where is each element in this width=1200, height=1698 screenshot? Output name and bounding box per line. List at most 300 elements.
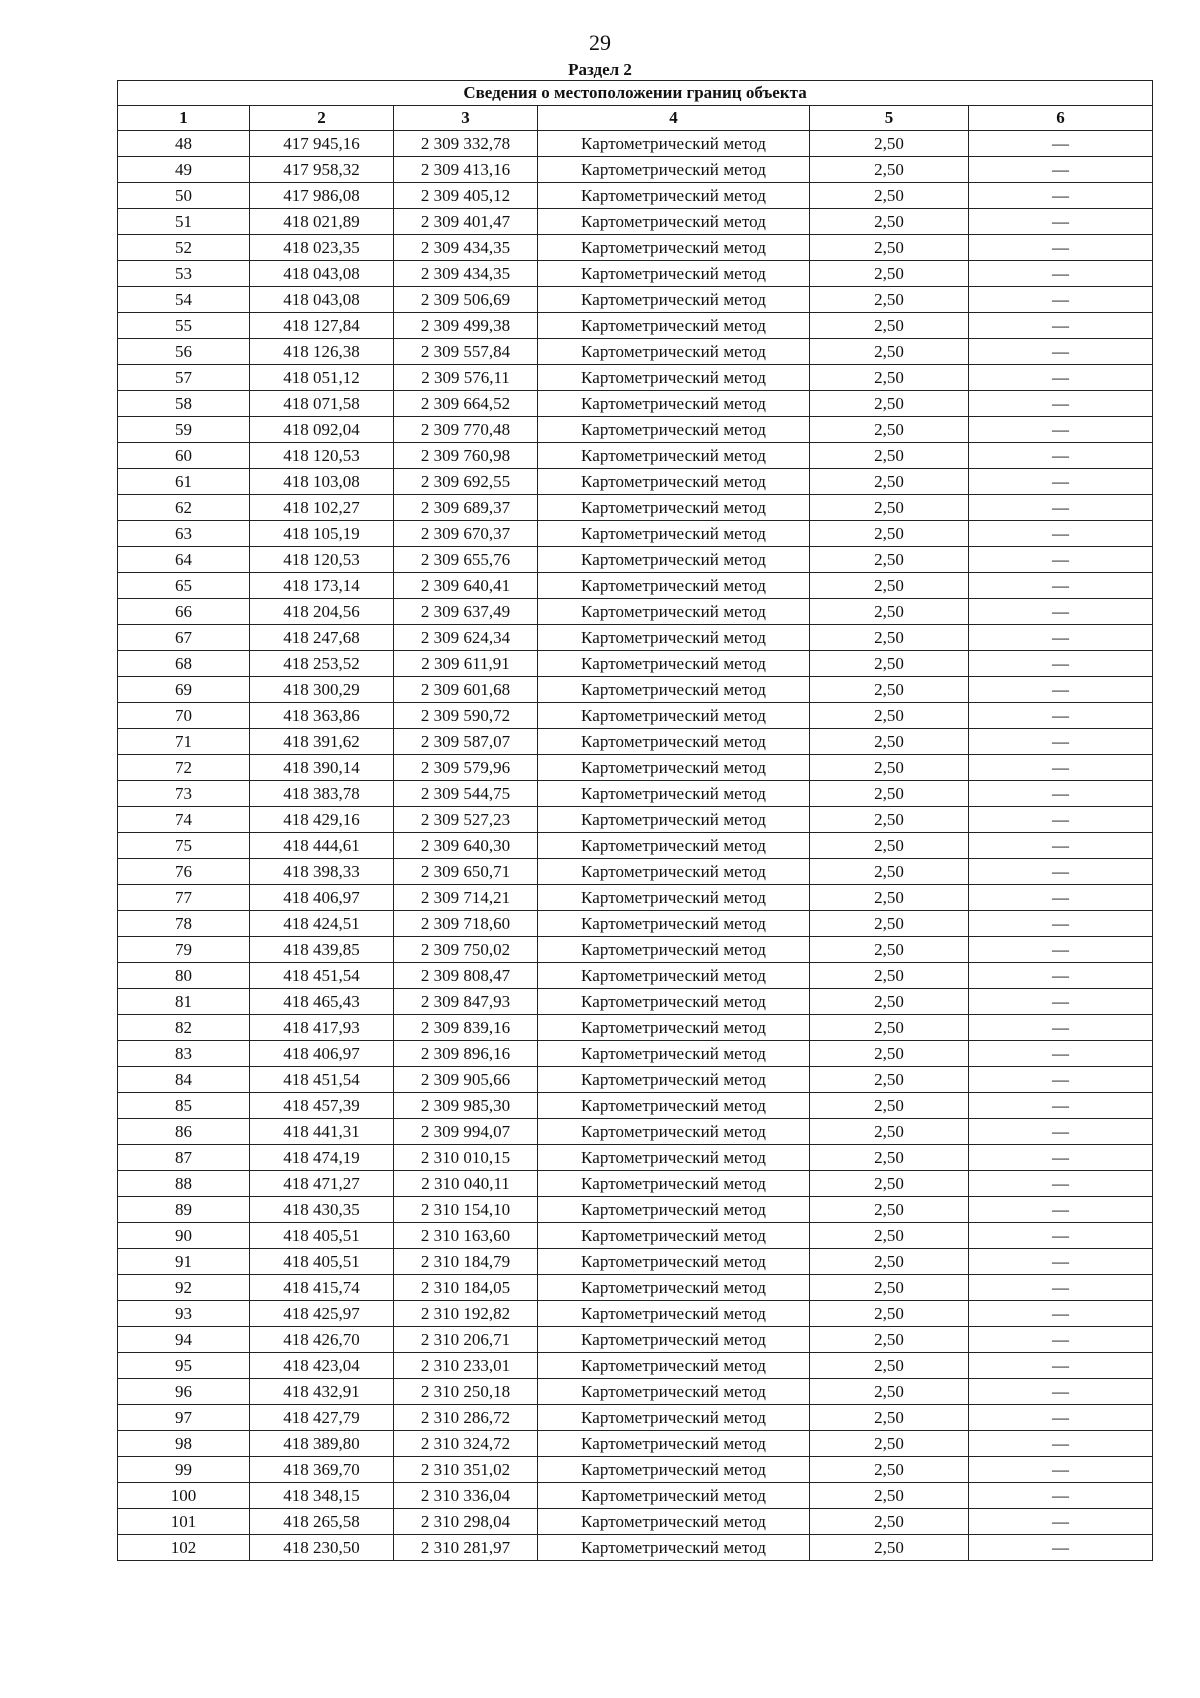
method-cell: Картометрический метод: [538, 1301, 810, 1327]
description-cell: —: [969, 521, 1153, 547]
description-cell: —: [969, 469, 1153, 495]
accuracy-cell: 2,50: [810, 599, 969, 625]
method-cell: Картометрический метод: [538, 781, 810, 807]
point-number-cell: 79: [118, 937, 250, 963]
point-number-cell: 95: [118, 1353, 250, 1379]
table-row: [118, 1197, 1153, 1223]
method-cell: Картометрический метод: [538, 339, 810, 365]
point-number-cell: 68: [118, 651, 250, 677]
accuracy-cell: 2,50: [810, 495, 969, 521]
table-row: [118, 1067, 1153, 1093]
accuracy-cell: 2,50: [810, 1353, 969, 1379]
method-cell: Картометрический метод: [538, 599, 810, 625]
y-coordinate-cell: 2 309 664,52: [394, 391, 538, 417]
accuracy-cell: 2,50: [810, 729, 969, 755]
method-cell: Картометрический метод: [538, 1379, 810, 1405]
y-coordinate-cell: 2 309 506,69: [394, 287, 538, 313]
table-row: [118, 963, 1153, 989]
table-row: [118, 469, 1153, 495]
accuracy-cell: 2,50: [810, 1015, 969, 1041]
x-coordinate-cell: 418 430,35: [250, 1197, 394, 1223]
x-coordinate-cell: 418 391,62: [250, 729, 394, 755]
boundary-coordinates-table: [117, 80, 1153, 1561]
accuracy-cell: 2,50: [810, 1483, 969, 1509]
description-cell: —: [969, 365, 1153, 391]
page-number: 29: [589, 30, 611, 55]
description-cell: —: [969, 885, 1153, 911]
accuracy-cell: 2,50: [810, 287, 969, 313]
y-coordinate-cell: 2 309 689,37: [394, 495, 538, 521]
table-row: [118, 1405, 1153, 1431]
table-body: [118, 131, 1153, 1561]
column-header-6: 6: [969, 106, 1153, 131]
table-row: [118, 521, 1153, 547]
accuracy-cell: 2,50: [810, 781, 969, 807]
x-coordinate-cell: 418 406,97: [250, 1041, 394, 1067]
accuracy-cell: 2,50: [810, 807, 969, 833]
accuracy-cell: 2,50: [810, 209, 969, 235]
method-cell: Картометрический метод: [538, 1145, 810, 1171]
x-coordinate-cell: 418 429,16: [250, 807, 394, 833]
x-coordinate-cell: 418 424,51: [250, 911, 394, 937]
description-cell: —: [969, 183, 1153, 209]
accuracy-cell: 2,50: [810, 937, 969, 963]
table-row: [118, 1119, 1153, 1145]
method-cell: Картометрический метод: [538, 131, 810, 157]
x-coordinate-cell: 418 300,29: [250, 677, 394, 703]
point-number-cell: 69: [118, 677, 250, 703]
y-coordinate-cell: 2 309 905,66: [394, 1067, 538, 1093]
y-coordinate-cell: 2 309 611,91: [394, 651, 538, 677]
method-cell: Картометрический метод: [538, 365, 810, 391]
table-row: [118, 1431, 1153, 1457]
accuracy-cell: 2,50: [810, 1067, 969, 1093]
x-coordinate-cell: 418 204,56: [250, 599, 394, 625]
x-coordinate-cell: 418 253,52: [250, 651, 394, 677]
table-row: [118, 183, 1153, 209]
point-number-cell: 100: [118, 1483, 250, 1509]
table-row: [118, 261, 1153, 287]
method-cell: Картометрический метод: [538, 157, 810, 183]
y-coordinate-cell: 2 309 994,07: [394, 1119, 538, 1145]
description-cell: —: [969, 989, 1153, 1015]
point-number-cell: 91: [118, 1249, 250, 1275]
accuracy-cell: 2,50: [810, 1405, 969, 1431]
x-coordinate-cell: 418 126,38: [250, 339, 394, 365]
table-row: [118, 313, 1153, 339]
table-row: [118, 703, 1153, 729]
y-coordinate-cell: 2 310 184,79: [394, 1249, 538, 1275]
x-coordinate-cell: 418 474,19: [250, 1145, 394, 1171]
x-coordinate-cell: 418 043,08: [250, 287, 394, 313]
method-cell: Картометрический метод: [538, 1093, 810, 1119]
y-coordinate-cell: 2 310 233,01: [394, 1353, 538, 1379]
accuracy-cell: 2,50: [810, 703, 969, 729]
method-cell: Картометрический метод: [538, 989, 810, 1015]
y-coordinate-cell: 2 310 351,02: [394, 1457, 538, 1483]
accuracy-cell: 2,50: [810, 1509, 969, 1535]
table-row: [118, 1145, 1153, 1171]
table-row: [118, 859, 1153, 885]
x-coordinate-cell: 418 043,08: [250, 261, 394, 287]
accuracy-cell: 2,50: [810, 1145, 969, 1171]
method-cell: Картометрический метод: [538, 1405, 810, 1431]
y-coordinate-cell: 2 309 985,30: [394, 1093, 538, 1119]
x-coordinate-cell: 418 127,84: [250, 313, 394, 339]
method-cell: Картометрический метод: [538, 521, 810, 547]
description-cell: —: [969, 1379, 1153, 1405]
method-cell: Картометрический метод: [538, 183, 810, 209]
table-row: [118, 729, 1153, 755]
table-caption: Сведения о местоположении границ объекта: [118, 81, 1153, 106]
method-cell: Картометрический метод: [538, 1483, 810, 1509]
y-coordinate-cell: 2 310 163,60: [394, 1223, 538, 1249]
description-cell: —: [969, 1483, 1153, 1509]
accuracy-cell: 2,50: [810, 1197, 969, 1223]
method-cell: Картометрический метод: [538, 833, 810, 859]
method-cell: Картометрический метод: [538, 911, 810, 937]
point-number-cell: 76: [118, 859, 250, 885]
y-coordinate-cell: 2 309 655,76: [394, 547, 538, 573]
y-coordinate-cell: 2 310 206,71: [394, 1327, 538, 1353]
x-coordinate-cell: 418 230,50: [250, 1535, 394, 1561]
x-coordinate-cell: 418 406,97: [250, 885, 394, 911]
x-coordinate-cell: 418 417,93: [250, 1015, 394, 1041]
method-cell: Картометрический метод: [538, 313, 810, 339]
y-coordinate-cell: 2 309 434,35: [394, 235, 538, 261]
y-coordinate-cell: 2 309 413,16: [394, 157, 538, 183]
description-cell: —: [969, 729, 1153, 755]
x-coordinate-cell: 417 945,16: [250, 131, 394, 157]
point-number-cell: 81: [118, 989, 250, 1015]
method-cell: Картометрический метод: [538, 859, 810, 885]
x-coordinate-cell: 418 465,43: [250, 989, 394, 1015]
table-row: [118, 1301, 1153, 1327]
description-cell: —: [969, 391, 1153, 417]
accuracy-cell: 2,50: [810, 521, 969, 547]
x-coordinate-cell: 418 451,54: [250, 1067, 394, 1093]
x-coordinate-cell: 418 444,61: [250, 833, 394, 859]
x-coordinate-cell: 418 432,91: [250, 1379, 394, 1405]
accuracy-cell: 2,50: [810, 911, 969, 937]
accuracy-cell: 2,50: [810, 417, 969, 443]
method-cell: Картометрический метод: [538, 1119, 810, 1145]
x-coordinate-cell: 418 363,86: [250, 703, 394, 729]
point-number-cell: 54: [118, 287, 250, 313]
description-cell: —: [969, 1457, 1153, 1483]
point-number-cell: 72: [118, 755, 250, 781]
point-number-cell: 60: [118, 443, 250, 469]
table-row: [118, 157, 1153, 183]
accuracy-cell: 2,50: [810, 677, 969, 703]
y-coordinate-cell: 2 309 760,98: [394, 443, 538, 469]
method-cell: Картометрический метод: [538, 807, 810, 833]
method-cell: Картометрический метод: [538, 443, 810, 469]
y-coordinate-cell: 2 310 281,97: [394, 1535, 538, 1561]
accuracy-cell: 2,50: [810, 391, 969, 417]
accuracy-cell: 2,50: [810, 1327, 969, 1353]
method-cell: Картометрический метод: [538, 391, 810, 417]
y-coordinate-cell: 2 309 714,21: [394, 885, 538, 911]
y-coordinate-cell: 2 309 896,16: [394, 1041, 538, 1067]
description-cell: —: [969, 1197, 1153, 1223]
table-row: [118, 547, 1153, 573]
accuracy-cell: 2,50: [810, 365, 969, 391]
y-coordinate-cell: 2 309 640,30: [394, 833, 538, 859]
point-number-cell: 55: [118, 313, 250, 339]
description-cell: —: [969, 963, 1153, 989]
y-coordinate-cell: 2 309 808,47: [394, 963, 538, 989]
method-cell: Картометрический метод: [538, 547, 810, 573]
point-number-cell: 92: [118, 1275, 250, 1301]
method-cell: Картометрический метод: [538, 1457, 810, 1483]
description-cell: —: [969, 209, 1153, 235]
table-row: [118, 1041, 1153, 1067]
point-number-cell: 62: [118, 495, 250, 521]
description-cell: —: [969, 313, 1153, 339]
method-cell: Картометрический метод: [538, 625, 810, 651]
point-number-cell: 86: [118, 1119, 250, 1145]
point-number-cell: 96: [118, 1379, 250, 1405]
point-number-cell: 57: [118, 365, 250, 391]
accuracy-cell: 2,50: [810, 1223, 969, 1249]
table-row: [118, 1093, 1153, 1119]
method-cell: Картометрический метод: [538, 937, 810, 963]
method-cell: Картометрический метод: [538, 1431, 810, 1457]
y-coordinate-cell: 2 309 557,84: [394, 339, 538, 365]
method-cell: Картометрический метод: [538, 235, 810, 261]
y-coordinate-cell: 2 309 579,96: [394, 755, 538, 781]
table-row: [118, 1015, 1153, 1041]
description-cell: —: [969, 1535, 1153, 1561]
x-coordinate-cell: 418 105,19: [250, 521, 394, 547]
point-number-cell: 78: [118, 911, 250, 937]
y-coordinate-cell: 2 309 750,02: [394, 937, 538, 963]
y-coordinate-cell: 2 309 405,12: [394, 183, 538, 209]
y-coordinate-cell: 2 309 590,72: [394, 703, 538, 729]
point-number-cell: 74: [118, 807, 250, 833]
x-coordinate-cell: 418 051,12: [250, 365, 394, 391]
table-row: [118, 1223, 1153, 1249]
x-coordinate-cell: 417 986,08: [250, 183, 394, 209]
x-coordinate-cell: 418 425,97: [250, 1301, 394, 1327]
y-coordinate-cell: 2 309 637,49: [394, 599, 538, 625]
point-number-cell: 48: [118, 131, 250, 157]
method-cell: Картометрический метод: [538, 755, 810, 781]
accuracy-cell: 2,50: [810, 1457, 969, 1483]
description-cell: —: [969, 235, 1153, 261]
table-row: [118, 573, 1153, 599]
y-coordinate-cell: 2 309 847,93: [394, 989, 538, 1015]
method-cell: Картометрический метод: [538, 1171, 810, 1197]
method-cell: Картометрический метод: [538, 209, 810, 235]
table-row: [118, 287, 1153, 313]
description-cell: —: [969, 1015, 1153, 1041]
table-row: [118, 417, 1153, 443]
method-cell: Картометрический метод: [538, 287, 810, 313]
column-header-2: 2: [250, 106, 394, 131]
y-coordinate-cell: 2 310 298,04: [394, 1509, 538, 1535]
y-coordinate-cell: 2 310 184,05: [394, 1275, 538, 1301]
accuracy-cell: 2,50: [810, 183, 969, 209]
y-coordinate-cell: 2 309 576,11: [394, 365, 538, 391]
point-number-cell: 98: [118, 1431, 250, 1457]
method-cell: Картометрический метод: [538, 885, 810, 911]
description-cell: —: [969, 625, 1153, 651]
method-cell: Картометрический метод: [538, 1223, 810, 1249]
x-coordinate-cell: 418 021,89: [250, 209, 394, 235]
table-row: [118, 235, 1153, 261]
point-number-cell: 87: [118, 1145, 250, 1171]
accuracy-cell: 2,50: [810, 443, 969, 469]
accuracy-cell: 2,50: [810, 1431, 969, 1457]
table-row: [118, 443, 1153, 469]
x-coordinate-cell: 418 457,39: [250, 1093, 394, 1119]
description-cell: —: [969, 755, 1153, 781]
accuracy-cell: 2,50: [810, 1249, 969, 1275]
description-cell: —: [969, 157, 1153, 183]
column-header-4: 4: [538, 106, 810, 131]
x-coordinate-cell: 418 415,74: [250, 1275, 394, 1301]
point-number-cell: 88: [118, 1171, 250, 1197]
y-coordinate-cell: 2 310 010,15: [394, 1145, 538, 1171]
point-number-cell: 61: [118, 469, 250, 495]
column-header-1: 1: [118, 106, 250, 131]
description-cell: —: [969, 859, 1153, 885]
description-cell: —: [969, 1067, 1153, 1093]
description-cell: —: [969, 703, 1153, 729]
accuracy-cell: 2,50: [810, 547, 969, 573]
point-number-cell: 90: [118, 1223, 250, 1249]
x-coordinate-cell: 418 451,54: [250, 963, 394, 989]
description-cell: —: [969, 1093, 1153, 1119]
y-coordinate-cell: 2 309 624,34: [394, 625, 538, 651]
x-coordinate-cell: 418 390,14: [250, 755, 394, 781]
y-coordinate-cell: 2 310 336,04: [394, 1483, 538, 1509]
point-number-cell: 75: [118, 833, 250, 859]
method-cell: Картометрический метод: [538, 729, 810, 755]
point-number-cell: 63: [118, 521, 250, 547]
point-number-cell: 89: [118, 1197, 250, 1223]
table-row: [118, 1379, 1153, 1405]
method-cell: Картометрический метод: [538, 1327, 810, 1353]
point-number-cell: 71: [118, 729, 250, 755]
y-coordinate-cell: 2 309 587,07: [394, 729, 538, 755]
accuracy-cell: 2,50: [810, 1093, 969, 1119]
point-number-cell: 94: [118, 1327, 250, 1353]
description-cell: —: [969, 1249, 1153, 1275]
table-row: [118, 1457, 1153, 1483]
y-coordinate-cell: 2 310 250,18: [394, 1379, 538, 1405]
description-cell: —: [969, 1275, 1153, 1301]
accuracy-cell: 2,50: [810, 469, 969, 495]
accuracy-cell: 2,50: [810, 261, 969, 287]
accuracy-cell: 2,50: [810, 1041, 969, 1067]
accuracy-cell: 2,50: [810, 1379, 969, 1405]
x-coordinate-cell: 418 173,14: [250, 573, 394, 599]
y-coordinate-cell: 2 309 434,35: [394, 261, 538, 287]
x-coordinate-cell: 417 958,32: [250, 157, 394, 183]
table-row: [118, 781, 1153, 807]
description-cell: —: [969, 833, 1153, 859]
accuracy-cell: 2,50: [810, 131, 969, 157]
table-row: [118, 1353, 1153, 1379]
method-cell: Картометрический метод: [538, 1249, 810, 1275]
point-number-cell: 82: [118, 1015, 250, 1041]
table-row: [118, 1327, 1153, 1353]
description-cell: —: [969, 131, 1153, 157]
table-row: [118, 1275, 1153, 1301]
y-coordinate-cell: 2 309 640,41: [394, 573, 538, 599]
point-number-cell: 84: [118, 1067, 250, 1093]
table-row: [118, 339, 1153, 365]
description-cell: —: [969, 1431, 1153, 1457]
description-cell: —: [969, 1301, 1153, 1327]
x-coordinate-cell: 418 441,31: [250, 1119, 394, 1145]
description-cell: —: [969, 1509, 1153, 1535]
point-number-cell: 64: [118, 547, 250, 573]
y-coordinate-cell: 2 310 286,72: [394, 1405, 538, 1431]
x-coordinate-cell: 418 102,27: [250, 495, 394, 521]
table-row: [118, 495, 1153, 521]
point-number-cell: 97: [118, 1405, 250, 1431]
table-row: [118, 1535, 1153, 1561]
x-coordinate-cell: 418 071,58: [250, 391, 394, 417]
x-coordinate-cell: 418 265,58: [250, 1509, 394, 1535]
description-cell: —: [969, 547, 1153, 573]
description-cell: —: [969, 495, 1153, 521]
accuracy-cell: 2,50: [810, 235, 969, 261]
y-coordinate-cell: 2 310 154,10: [394, 1197, 538, 1223]
y-coordinate-cell: 2 309 650,71: [394, 859, 538, 885]
accuracy-cell: 2,50: [810, 1301, 969, 1327]
method-cell: Картометрический метод: [538, 1067, 810, 1093]
table-row: [118, 807, 1153, 833]
column-header-3: 3: [394, 106, 538, 131]
method-cell: Картометрический метод: [538, 1041, 810, 1067]
description-cell: —: [969, 443, 1153, 469]
method-cell: Картометрический метод: [538, 703, 810, 729]
description-cell: —: [969, 261, 1153, 287]
table-row: [118, 1249, 1153, 1275]
accuracy-cell: 2,50: [810, 755, 969, 781]
method-cell: Картометрический метод: [538, 1015, 810, 1041]
x-coordinate-cell: 418 471,27: [250, 1171, 394, 1197]
x-coordinate-cell: 418 405,51: [250, 1223, 394, 1249]
description-cell: —: [969, 1041, 1153, 1067]
table-row: [118, 885, 1153, 911]
accuracy-cell: 2,50: [810, 1535, 969, 1561]
table-row: [118, 911, 1153, 937]
description-cell: —: [969, 1327, 1153, 1353]
accuracy-cell: 2,50: [810, 573, 969, 599]
accuracy-cell: 2,50: [810, 651, 969, 677]
point-number-cell: 80: [118, 963, 250, 989]
method-cell: Картометрический метод: [538, 1509, 810, 1535]
table-row: [118, 989, 1153, 1015]
description-cell: —: [969, 1353, 1153, 1379]
description-cell: —: [969, 1171, 1153, 1197]
method-cell: Картометрический метод: [538, 1275, 810, 1301]
x-coordinate-cell: 418 398,33: [250, 859, 394, 885]
method-cell: Картометрический метод: [538, 417, 810, 443]
description-cell: —: [969, 807, 1153, 833]
point-number-cell: 58: [118, 391, 250, 417]
table-row: [118, 365, 1153, 391]
x-coordinate-cell: 418 023,35: [250, 235, 394, 261]
description-cell: —: [969, 677, 1153, 703]
accuracy-cell: 2,50: [810, 1119, 969, 1145]
